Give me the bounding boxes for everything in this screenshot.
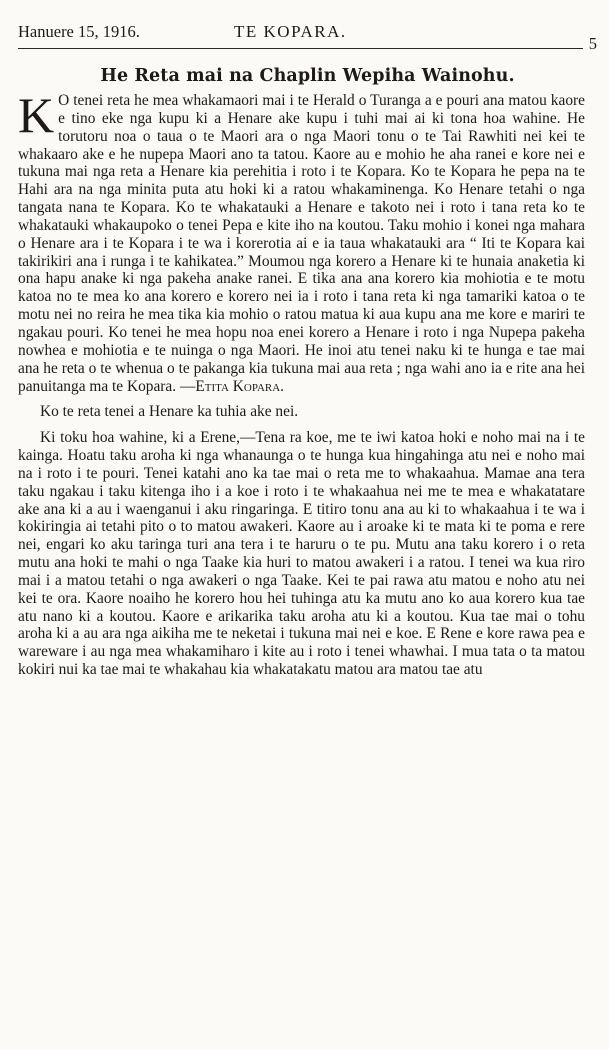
intro-paragraph <box>18 87 585 395</box>
paragraph-gap <box>18 421 585 429</box>
paper-title: TE KOPARA. <box>234 22 347 41</box>
running-head <box>18 0 597 53</box>
intro-text: O tenei reta he mea whakamaori mai i te Herald o Turanga a e pouri ana matou kaore e tino eke nga kupu ki a Henare ake kupu i tuhi mai ai ki tona hoa wahine. He torutoru noa o taua o te Maori ara o nga Maori tonu o te Tai Rawhiti nei kei te whakaaro ake e he nupepa Maori ano ta tatou. Kaore au e mohio he aha ranei e kore nei e tukuna mai nga reta a Henare kia perehitia i roto i te Kopara. Ko te Kopara he pepa na te Hahi ara na nga minita puta atu hoki ki a ratou whakaminenga. Ko Henare tetahi o nga tangata nana te Kopara. Ko te whakatauki a Henare e takoto nei i roto i tana reta ko te whakatauki whakaupoko o tenei Pepa e kite iho na koutou. Taku mohio i konei nga mahara o Henare ara i te Kopara i te wa i korerotia ai e ia taua whakatauki ara “ Iti te Kopara kai takirikiri ana i runga i te kahikatea.” Moumou nga korero a Henare ki te hunaia anaketia ki ona hapu anake ki nga pakeha anake ranei. E tika ana ana korero kia mohiotia e te motu katoa no te mea ko ana korero e korero nei ia i roto i tana reta ki nga tamariki katoa o te motu nei no reira he mea tika kia mohio o ratou matua ki aua kupu ana me kore e mariri te ngakau pouri. Ko tenei he mea hopu noa enei korero a Henare i roto i nga Nupepa pakeha nowhea e mohiotia e te nuinga o nga Maori. He inoi atu tenei naku ki te hunga e tae mai ana he reta o te whenua o te pakanga kia tukuna mai aua reta ; nga wahi ano ia e rite ana hei panuitanga ma te Kopara. <box>18 92 585 395</box>
header-rule <box>18 48 583 49</box>
article-title: He Reta mai na Chaplin Wepiha Wainohu. <box>100 66 515 86</box>
page-number: 5 <box>588 34 597 53</box>
drop-cap: K <box>18 87 55 143</box>
paragraph-gap <box>18 395 585 403</box>
lead-in-paragraph: Ko te reta tenei a Henare ka tuhia ake nei. <box>40 403 299 421</box>
letter-paragraph: Ki toku hoa wahine, ki a Erene,—Tena ra koe, me te iwi katoa hoki e noho mai na i te kainga. Hoatu taku aroha ki nga whanaunga o te hunga kua hingahinga atu nei e noho mai na i roto i te pouri. Tenei katahi ano ka tae mai o reta me to whakaahua. Mamae ana tera taku ngakau i taku kitenga iho i a koe i roto i te whakaahua nei me te mea e whakatatare ake ana ki a au i waenganui i aku ringaringa. E titiro tonu ana au ki to whakaahua i te wa i kokiringia ai tetahi pito o to matou awakeri. Kaore au i aroake ki te mata ki te poma e rere nei, engari ko aku taringa turi ana tera i te haruru o te pu. Mutu ana taku korero i o reta mutu ana hoki te mahi o nga Taake kia huri to matou awakeri i a ratou. I tenei wa kua riro mai i a matou tetahi o nga awakeri o nga Taake. Kei te pai rawa atu matou e noho atu nei kei te ora. Kaore noaiho he korero hou hei tuhinga atu ka mutu ano ko aua korero kua tae atu nano ki a koutou. Kaore e arikarika taku aroha atu ki a koutou. Kua tae mai o tohu aroha ki a au ara nga aikiha me te neketai i tukuna mai nei e koe. E Rene e kore rawa pea e wareware i au nga mea whakamiharo i kite au i roto i tenei whawhai. I mua tata o ta matou kokiri nui ka tae mai te whakahau kia whakatakatu matou ara matou tae atu <box>18 429 585 679</box>
editor-signature: —Etita Kopara. <box>179 377 285 395</box>
issue-date: Hanuere 15, 1916. <box>18 22 140 41</box>
article-body <box>18 87 585 679</box>
